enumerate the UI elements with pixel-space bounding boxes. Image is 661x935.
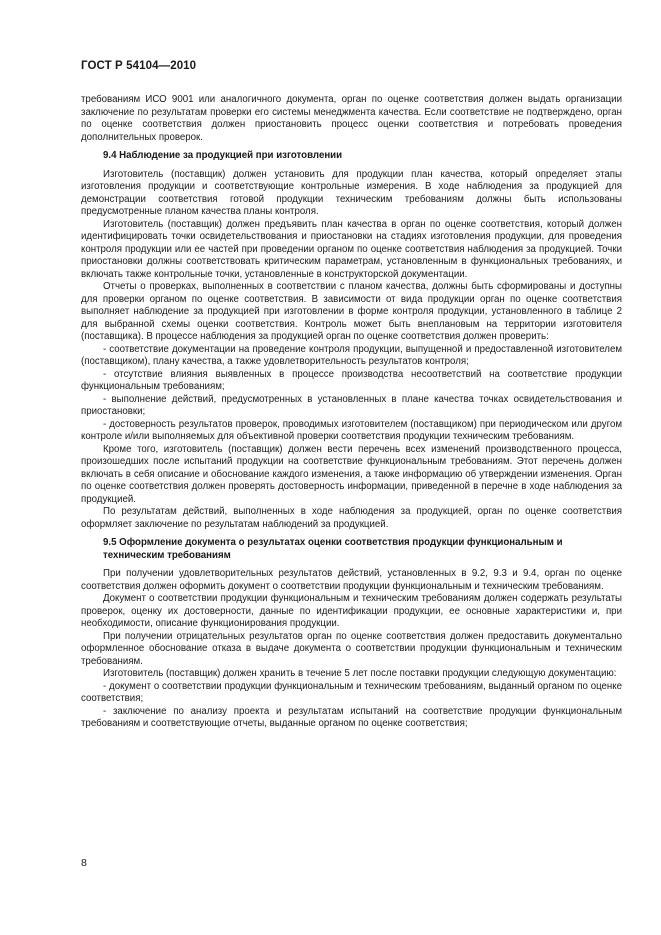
list-item: - документ о соответствии продукции функциональным и техническим требованиям, выданный органом по оценке соответствия; — [81, 680, 622, 704]
list-item: - достоверность результатов проверок, проводимых изготовителем (поставщиком) при периодическом или другом контроле и/или выполняемых для объективной проверки соответствия продукции техническим требованиям. — [81, 418, 622, 442]
section-heading-9-5: 9.5 Оформление документа о результатах оценки соответствия продукции функциональным и техническим требованиям — [103, 537, 563, 561]
paragraph: При получении удовлетворительных результатов действий, установленных в 9.2, 9.3 и 9.4, орган по оценке соответствия должен оформить документ о соответствии продукции функциональным и техническим требованиям. — [81, 568, 622, 592]
list-item: - отсутствие влияния выявленных в процессе производства несоответствий на соответствие продукции функциональным требованиям; — [81, 368, 622, 392]
paragraph: Изготовитель (поставщик) должен хранить в течение 5 лет после поставки продукции следующую документацию: — [103, 668, 617, 679]
paragraph: требованиям ИСО 9001 или аналогичного документа, орган по оценке соответствия должен выдать организации заключение по результатам проверки его системы менеджмента качества. Если соответствие не подтверждено, орган по оценке соответствия должен приостановить процесс оценки соответствия и потребовать проведения дополнительных проверок. — [81, 94, 622, 143]
page-number: 8 — [81, 857, 87, 869]
document-header: ГОСТ Р 54104—2010 — [81, 60, 197, 72]
document-body — [81, 94, 622, 731]
paragraph: Отчеты о проверках, выполненных в соответствии с планом качества, должны быть сформированы и доступны для проверки органом по оценке соответствия. В зависимости от вида продукции орган по оценке соответствия выполняет наблюдение за продукцией при изготовлении в форме контроля продукции, установленного в таблице 2 для выбранной схемы оценки соответствия. Контроль может быть внеплановым на территории изготовителя (поставщика). В процессе наблюдения за продукцией орган по оценке соответствия должен проверить: — [81, 281, 622, 342]
paragraph: Кроме того, изготовитель (поставщик) должен вести перечень всех изменений производственного процесса, произошедших после испытаний продукции на соответствие функциональным требованиям. Этот перечень должен включать в себя описание и обоснование каждого изменения, а также информацию об утверждении изменения. Орган по оценке соответствия должен проверять достоверность информации, приведенной в перечне в ходе наблюдения за продукцией. — [81, 443, 622, 505]
section-heading-9-4: 9.4 Наблюдение за продукцией при изготовлении — [103, 150, 343, 161]
list-item: - выполнение действий, предусмотренных в установленных в плане качества точках освидетельствования и приостановки; — [81, 393, 622, 417]
paragraph: Изготовитель (поставщик) должен предъявить план качества в орган по оценке соответствия, который должен идентифицировать точки освидетельствования и приостановки на стадиях изготовления продукции, для проведения контроля продукции или ее частей при проведении органом по оценке соответствия наблюдения за продукцией. Точки приостановки должны соответствовать критическим параметрам, установленным в функциональных требованиях, и включать также контрольные точки, установленные в конструкторской документации. — [81, 218, 622, 280]
paragraph: Изготовитель (поставщик) должен установить для продукции план качества, который определяет этапы изготовления продукции и соответствующие контрольные измерения. В ходе наблюдения за продукцией для демонстрации соответствия готовой продукции техническим требованиям должны быть использованы предусмотренные планом качества планы контроля. — [81, 168, 622, 217]
paragraph: Документ о соответствии продукции функциональным и техническим требованиям должен содержать результаты проверок, оценку их достоверности, данные по идентификации продукции, ее основные характеристики и, при необходимости, описание функционирования продукции. — [81, 593, 622, 629]
paragraph: При получении отрицательных результатов орган по оценке соответствия должен предоставить документально оформленное обоснование отказа в выдаче документа о соответствии продукции функциональным и техническим требованиям. — [81, 630, 622, 667]
paragraph: По результатам действий, выполненных в ходе наблюдения за продукцией, орган по оценке соответствия оформляет заключение по результатам наблюдений за продукцией. — [81, 506, 622, 530]
list-item: - заключение по анализу проекта и результатам испытаний на соответствие продукции функциональным требованиям и соответствующие отчеты, выданные органом по оценке соответствия; — [81, 705, 622, 729]
list-item: - соответствие документации на проведение контроля продукции, выпущенной и предоставленной изготовителем (поставщиком), плану качества, а также удовлетворительность результатов контроля; — [81, 343, 622, 367]
